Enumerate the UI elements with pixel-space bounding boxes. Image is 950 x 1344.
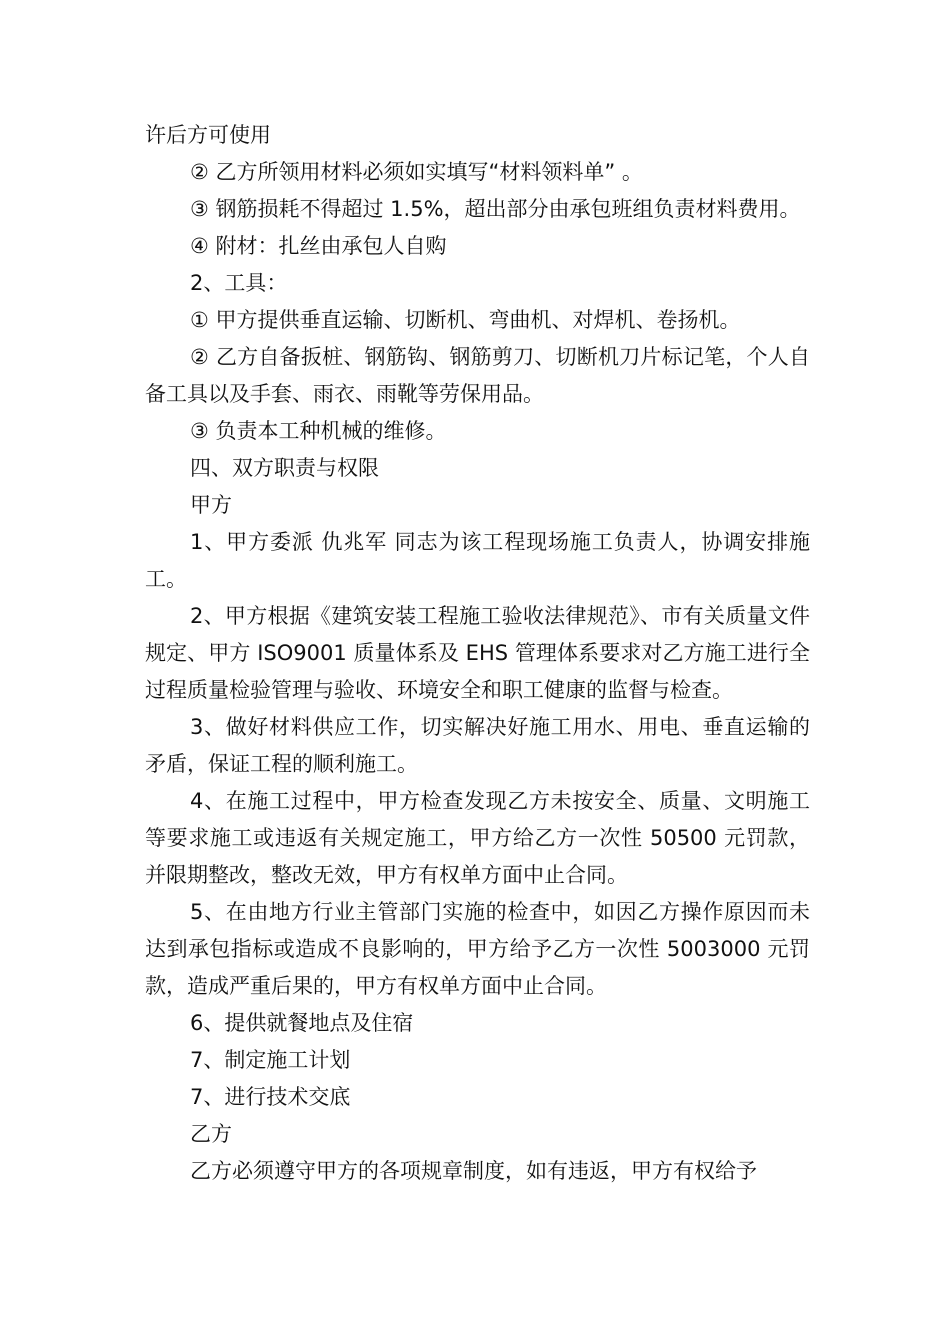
paragraph-party-a-item-6: 6、提供就餐地点及住宿 (190, 1011, 414, 1035)
document-body (145, 117, 810, 1190)
paragraph-party-a-item-7a: 7、制定施工计划 (190, 1048, 351, 1072)
subheading-party-a: 甲方 (190, 493, 232, 517)
paragraph-party-b-tools: ② 乙方自备扳桩、钢筋钩、钢筋剪刀、切断机刀片标记笔，个人自备工具以及手套、雨衣、雨靴等劳保用品。 (145, 345, 810, 406)
paragraph-party-b-intro: 乙方必须遵守甲方的各项规章制度，如有违返，甲方有权给予 (190, 1159, 757, 1183)
paragraph-auxiliary-materials: ④ 附材：扎丝由承包人自购 (190, 234, 447, 258)
paragraph-material-requisition: ② 乙方所领用材料必须如实填写“材料领料单” 。 (190, 160, 643, 184)
paragraph-machine-maintenance: ③ 负责本工种机械的维修。 (190, 419, 447, 443)
paragraph-party-a-item-5: 5、在由地方行业主管部门实施的检查中，如因乙方操作原因而未达到承包指标或造成不良影响的，甲方给予乙方一次性 5003000 元罚款，造成严重后果的，甲方有权单方面中止合同。 (145, 900, 810, 998)
paragraph-party-a-item-4: 4、在施工过程中，甲方检查发现乙方未按安全、质量、文明施工等要求施工或违返有关规定施工，甲方给乙方一次性 50500 元罚款，并限期整改，整改无效，甲方有权单方面中止合同。 (145, 789, 810, 887)
section-heading-duties: 四、双方职责与权限 (190, 456, 379, 480)
paragraph-party-a-item-2: 2、甲方根据《建筑安装工程施工验收法律规范》、市有关质量文件规定、甲方 ISO9001 质量体系及 EHS 管理体系要求对乙方施工进行全过程质量检验管理与验收、环境安全和职工健康的监督与检查。 (145, 604, 810, 702)
paragraph-party-a-item-3: 3、做好材料供应工作，切实解决好施工用水、用电、垂直运输的矛盾，保证工程的顺利施工。 (145, 715, 810, 776)
paragraph-party-a-tools: ① 甲方提供垂直运输、切断机、弯曲机、对焊机、卷扬机。 (190, 308, 741, 332)
paragraph-party-a-item-7b: 7、进行技术交底 (190, 1085, 351, 1109)
subheading-party-b: 乙方 (190, 1122, 232, 1146)
paragraph-rebar-loss: ③ 钢筋损耗不得超过 1.5%，超出部分由承包班组负责材料费用。 (190, 197, 801, 221)
section-heading-tools: 2、工具： (190, 271, 288, 295)
paragraph-continuation: 许后方可使用 (145, 123, 271, 147)
paragraph-party-a-item-1: 1、甲方委派 仇兆军 同志为该工程现场施工负责人，协调安排施工。 (145, 530, 810, 591)
